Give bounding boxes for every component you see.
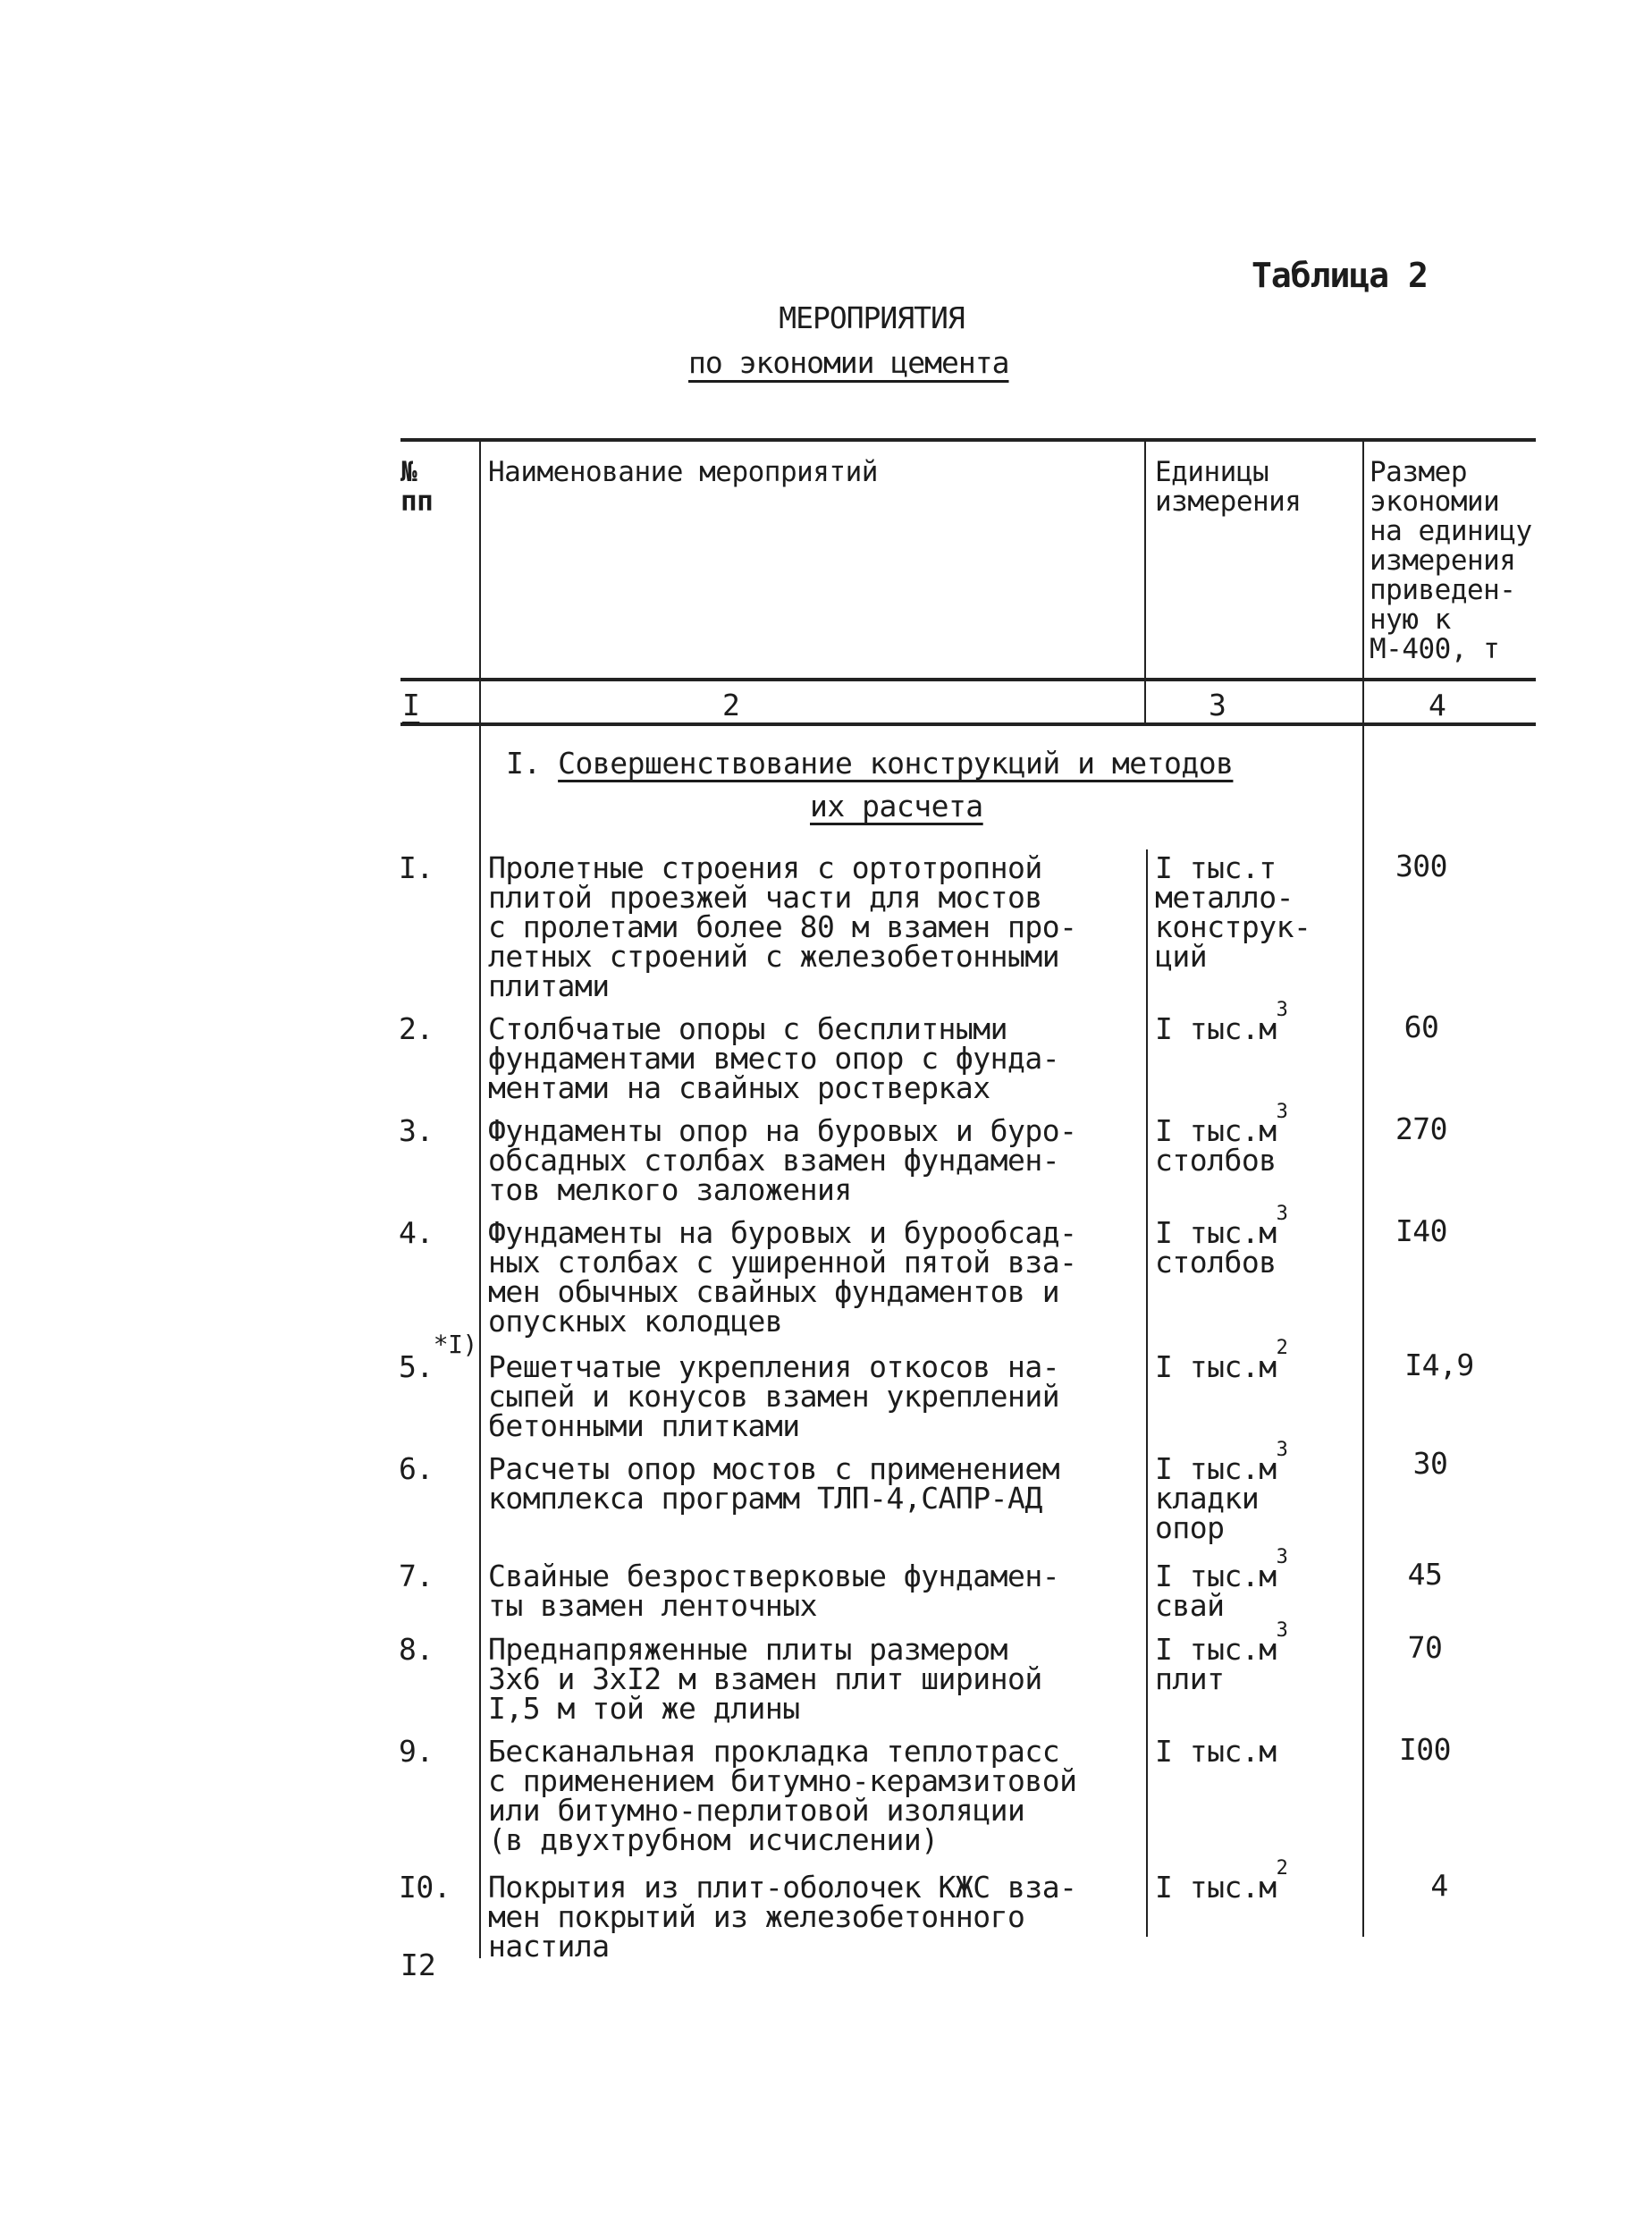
- col-divider-3-header: [1362, 438, 1364, 724]
- table-top-rule: [400, 438, 1536, 442]
- row-3-unit: I $тыс.м^3$ столбов: [1155, 1101, 1288, 1178]
- row-5-footnote-mark: *I): [433, 1330, 477, 1359]
- column-number-1: I: [402, 688, 420, 722]
- row-6-unit: I $тыс.м^3$ кладки опор: [1155, 1439, 1288, 1545]
- row-8-number: 8.: [399, 1632, 434, 1667]
- header-bottom-rule: [400, 678, 1536, 681]
- row-3-value: 270: [1395, 1111, 1448, 1146]
- row-8-unit: I $тыс.м^3$ плит: [1155, 1619, 1288, 1696]
- col-divider-2-body: [1146, 849, 1148, 1937]
- row-10-value: 4: [1430, 1868, 1448, 1903]
- row-10-number: I0.: [399, 1870, 451, 1905]
- row-6-name: Расчеты опор мостов с применением комплекса программ ТЛП-4,САПР-АД: [488, 1451, 1060, 1516]
- page-number: I2: [400, 1948, 436, 1982]
- row-7-unit: I $тыс.м^3$ свай: [1155, 1546, 1288, 1623]
- row-4-value: I40: [1395, 1213, 1448, 1248]
- col-divider-1-body: [479, 724, 481, 1958]
- row-5-value: I4,9: [1404, 1348, 1474, 1382]
- row-6-value: 30: [1412, 1446, 1448, 1481]
- section-title: [506, 746, 1233, 781]
- row-2-value: 60: [1403, 1010, 1439, 1044]
- row-1-value: 300: [1395, 849, 1448, 883]
- column-header-saving: Размер экономии на единицу измерения приведен- ную к М-400, т: [1370, 456, 1532, 665]
- table-label: Таблица 2: [1252, 256, 1428, 295]
- row-9-number: 9.: [399, 1734, 434, 1769]
- row-3-name: Фундаменты опор на буровых и буро- обсадных столбах взамен фундамен- тов мелкого заложения: [488, 1113, 1077, 1207]
- row-7-value: 45: [1407, 1557, 1443, 1592]
- row-5-unit: I $тыс.м^2$: [1155, 1337, 1288, 1384]
- row-4-name: Фундаменты на буровых и бурообсад- ных столбах с уширенной пятой вза- мен обычных свайных фундаментов и опускных колодцев: [488, 1215, 1077, 1339]
- row-2-number: 2.: [399, 1011, 434, 1046]
- row-10-unit: I $тыс.м^2$: [1155, 1857, 1288, 1905]
- section-title-line2: их расчета: [810, 789, 983, 824]
- row-9-value: I00: [1398, 1732, 1452, 1767]
- row-7-name: Свайные безростверковые фундамен- ты взамен ленточных: [488, 1559, 1060, 1623]
- column-number-4: 4: [1429, 688, 1446, 722]
- numbering-bottom-rule: [400, 722, 1536, 726]
- row-1-number: I.: [399, 850, 434, 885]
- col-divider-1-header: [479, 438, 481, 724]
- row-1-name: Пролетные строения с ортотропной плитой проезжей части для мостов с пролетами более 80 м взамен про- летных строений с железобетонными плитами: [488, 850, 1077, 1003]
- document-subtitle: по экономии цемента: [688, 345, 1009, 380]
- row-1-unit: I тыс.т металло- конструк- ций: [1155, 850, 1311, 974]
- row-2-name: Столбчатые опоры с бесплитными фундаментами вместо опор с фунда- ментами на свайных ростверках: [488, 1011, 1060, 1105]
- col-divider-2-header: [1144, 438, 1146, 724]
- column-number-3: 3: [1209, 688, 1226, 722]
- column-number-2: 2: [722, 688, 740, 722]
- row-4-unit: I $тыс.м^3$ столбов: [1155, 1203, 1288, 1280]
- row-6-number: 6.: [399, 1451, 434, 1486]
- row-4-number: 4.: [399, 1215, 434, 1250]
- row-7-number: 7.: [399, 1559, 434, 1593]
- section-title-line1: Совершенствование конструкций и методов: [558, 746, 1234, 781]
- row-10-name: Покрытия из плит-оболочек КЖС вза- мен покрытий из железобетонного настила: [488, 1870, 1077, 1964]
- document-title: МЕРОПРИЯТИЯ: [779, 300, 965, 335]
- row-8-value: 70: [1407, 1630, 1443, 1665]
- row-5-name: Решетчатые укрепления откосов на- сыпей и конусов взамен укреплений бетонными плитками: [488, 1349, 1060, 1443]
- row-9-name: Бесканальная прокладка теплотрасс с применением битумно-керамзитовой или битумно-перлитовой изоляции (в двухтрубном исчислении): [488, 1734, 1077, 1857]
- row-5-number: 5.$^{*I)}$: [399, 1330, 477, 1384]
- row-3-number: 3.: [399, 1113, 434, 1148]
- row-9-unit: I тыс.м: [1155, 1734, 1277, 1769]
- row-2-unit: I $тыс.м^3$: [1155, 999, 1288, 1046]
- section-prefix: I.: [506, 746, 559, 781]
- column-header-name: Наименование мероприятий: [488, 456, 878, 488]
- column-header-number: № пп: [400, 456, 434, 518]
- row-8-name: Преднапряженные плиты размером 3х6 и 3хI2 м взамен плит шириной I,5 м той же длины: [488, 1632, 1042, 1726]
- column-header-unit: Единицы измерения: [1155, 456, 1302, 518]
